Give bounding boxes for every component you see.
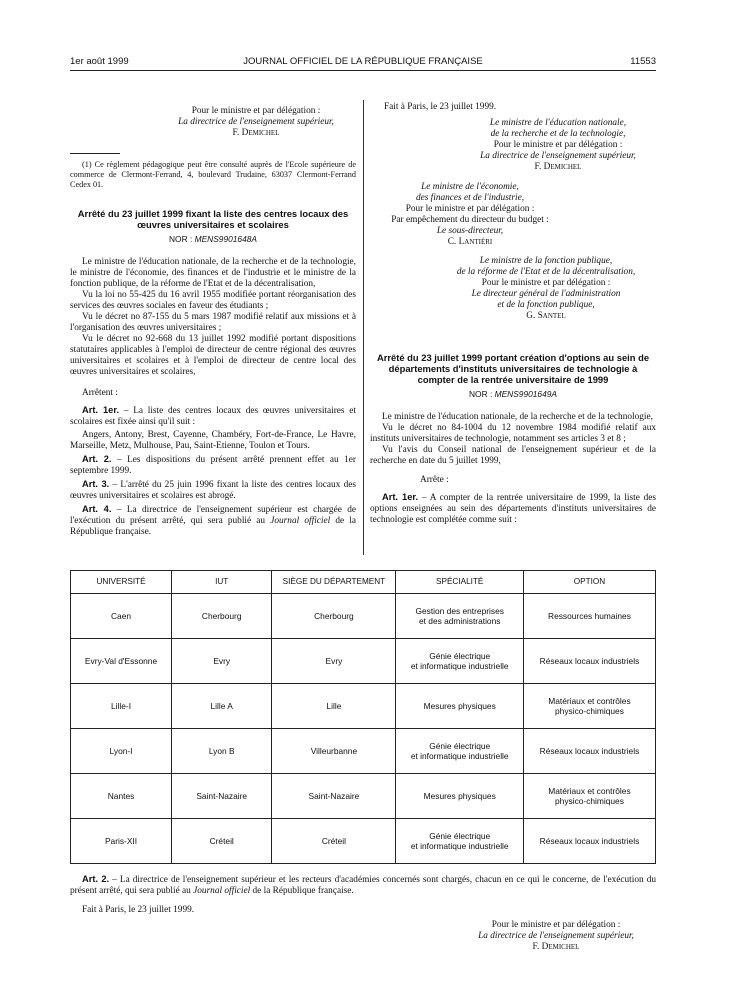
nor-code: MENS9901649A (494, 389, 557, 399)
journal-title: JOURNAL OFFICIEL DE LA RÉPUBLIQUE FRANÇAISE (243, 56, 483, 67)
article-1 (370, 492, 656, 526)
table-cell: Matériaux et contrôles physico-chimiques (523, 684, 655, 729)
table-cell: Evry (172, 639, 272, 684)
visa-paragraph: Vu la loi no 55-425 du 16 avril 1955 modifiée portant réorganisation des services des œuvres sociales en faveur des étudiants ; (70, 290, 356, 311)
table-cell: Caen (71, 594, 172, 639)
signature-line: La directrice de l'enseignement supérieur, (478, 931, 634, 941)
table-cell: Mesures physiques (396, 774, 523, 819)
article-text: – La directrice de l'enseignement supérieur est chargée de l'exécution du présent arrêté, qui sera publié au (70, 505, 356, 526)
table-cell: Ressources humaines (523, 594, 655, 639)
article-2-bottom (70, 874, 656, 897)
visa-paragraph: Vu l'avis du Conseil national de l'enseignement supérieur et de la recherche en date du 5 juillet 1999, (370, 445, 656, 466)
signature-line: Pour le ministre et par délégation : (493, 140, 623, 150)
arrete-block-right (370, 352, 656, 526)
article-text: de la République française. (70, 516, 356, 537)
article-label: Art. 4. (82, 504, 112, 514)
signature-line: de la recherche et de la technologie, (490, 129, 626, 139)
table-cell: Saint-Nazaire (272, 774, 396, 819)
signature-line: Par empêchement du directeur du budget : (391, 215, 549, 225)
bottom-article-block (70, 874, 656, 916)
table-cell: Lille-I (71, 684, 172, 729)
table-cell: Saint-Nazaire (172, 774, 272, 819)
arrete-title: Arrêté du 23 juillet 1999 fixant la liste des centres locaux des œuvres universitaires et scolaires (77, 208, 349, 230)
arrete-line: Arrête : (420, 475, 449, 485)
footnote-rule (70, 153, 120, 154)
signature-line: Le ministre de l'éducation nationale, (489, 118, 627, 128)
visa-paragraph: Vu le décret no 87-155 du 5 mars 1987 modifié relatif aux missions et à l'organisation des œuvres universitaires ; (70, 312, 356, 333)
journal-officiel-ref: Journal officiel (193, 886, 251, 896)
table-cell: Lyon-I (71, 729, 172, 774)
centres-list: Angers, Antony, Brest, Cayenne, Chambéry, Fort-de-France, Le Havre, Marseille, Metz, Mulhouse, Pau, Saint-Etienne, Toulon et Tours. (70, 430, 356, 451)
signature-line: de la réforme de l'Etat et de la décentralisation, (456, 267, 636, 277)
arretent-line: Arrêtent : (82, 388, 118, 398)
fait-line-bottom: Fait à Paris, le 23 juillet 1999. (82, 905, 195, 915)
signature-line: et de la fonction publique, (497, 300, 595, 310)
options-table (70, 570, 656, 864)
article-4 (70, 504, 356, 538)
table-row (71, 729, 656, 774)
table-cell: Réseaux locaux industriels (523, 639, 655, 684)
signature-block-education (460, 118, 656, 173)
signature-line: Le ministre de l'économie, (421, 182, 519, 192)
table-row (71, 819, 656, 864)
signatory-name: C. Lantiéri (447, 237, 493, 247)
signatory-name: G. Santel (526, 311, 566, 321)
nor-code: MENS9901648A (194, 234, 257, 244)
page-header (70, 56, 656, 70)
signature-block-fonction-publique (436, 256, 656, 322)
article-text: – Les dispositions du présent arrêté prennent effet au 1er septembre 1999. (70, 455, 356, 476)
signature-line: Pour le ministre et par délégation : (191, 106, 321, 116)
signatory-name: F. Demichel (534, 162, 582, 172)
table-cell: Matériaux et contrôles physico-chimiques (523, 774, 655, 819)
column-header: SIÈGE DU DÉPARTEMENT (272, 571, 396, 594)
table-cell: Créteil (272, 819, 396, 864)
table-row (71, 774, 656, 819)
table-cell: Evry (272, 639, 396, 684)
signature-block-economie (370, 182, 570, 248)
article-text: – La liste des centres locaux des œuvres universitaires et scolaires est fixée ainsi qu'il suit : (70, 406, 356, 427)
fait-line-right: Fait à Paris, le 23 juillet 1999. (384, 102, 497, 112)
table-row (71, 594, 656, 639)
table-cell: Lyon B (172, 729, 272, 774)
column-header: IUT (172, 571, 272, 594)
article-label: Art. 1er. (82, 405, 120, 415)
preamble-paragraph: Le ministre de l'éducation nationale, de la recherche et de la technologie, le ministre de l'économie, des finances et de l'industrie et le ministre de la fonction publique, de la réforme de l'Etat et de la décentralisation, (70, 257, 356, 289)
signature-line: Pour le ministre et par délégation : (491, 920, 621, 930)
signature-line: des finances et de l'industrie, (415, 193, 525, 203)
header-rule (70, 70, 656, 71)
journal-officiel-ref: Journal officiel (270, 516, 331, 526)
column-header: UNIVERSITÉ (71, 571, 172, 594)
table-header-row (71, 571, 656, 594)
article-text: – A compter de la rentrée universitaire de 1999, la liste des options enseignées au sein des départements d'instituts universitaires de technologie est complétée comme suit : (370, 493, 656, 525)
nor-reference (370, 389, 656, 400)
table-cell: Lille (272, 684, 396, 729)
footnote: (1) Ce règlement pédagogique peut être consulté auprès de l'Ecole supérieure de commerce de Clermont-Ferrand, 4, boulevard Trudaine, 63037 Clermont-Ferrand Cedex 01. (70, 160, 356, 189)
table-cell: Réseaux locaux industriels (523, 819, 655, 864)
signatory-name: F. Demichel (532, 942, 580, 952)
column-header: OPTION (523, 571, 655, 594)
table-cell: Nantes (71, 774, 172, 819)
signature-block-top-left (120, 106, 356, 139)
nor-reference (70, 234, 356, 245)
footnote-block (70, 153, 356, 190)
table-row (71, 639, 656, 684)
table-cell: Cherbourg (172, 594, 272, 639)
visa-paragraph: Vu le décret no 84-1004 du 12 novembre 1984 modifié relatif aux instituts universitaires de technologie, notamment ses articles 3 et 8 ; (370, 423, 656, 444)
article-2 (70, 454, 356, 477)
signature-line: Le directeur général de l'administration (471, 289, 621, 299)
signature-line: Le ministre de la fonction publique, (479, 256, 613, 266)
article-label: Art. 2. (82, 454, 112, 464)
article-label: Art. 3. (82, 479, 110, 489)
article-text: de la République française. (250, 886, 354, 896)
arrete-block-left (70, 208, 356, 538)
nor-label: NOR : (169, 234, 193, 244)
arrete-title: Arrêté du 23 juillet 1999 portant création d'options au sein de départements d'instituts universitaires de technologie à compter de la rentrée universitaire de 1999 (376, 352, 650, 385)
signature-line: Pour le ministre et par délégation : (481, 278, 611, 288)
table-cell: Réseaux locaux industriels (523, 729, 655, 774)
table-cell: Gestion des entreprises et des administrations (396, 594, 523, 639)
signature-line: Le sous-directeur, (436, 226, 504, 236)
table-cell: Génie électrique et informatique industrielle (396, 819, 523, 864)
table-cell: Paris-XII (71, 819, 172, 864)
signatory-name: F. Demichel (232, 128, 280, 138)
article-3 (70, 479, 356, 502)
table-row (71, 684, 656, 729)
article-label: Art. 2. (82, 874, 110, 884)
article-1 (70, 405, 356, 428)
table-cell: Lille A (172, 684, 272, 729)
column-divider (363, 100, 364, 555)
article-text: – L'arrêté du 25 juin 1996 fixant la liste des centres locaux des œuvres universitaires et scolaires est abrogé. (70, 480, 356, 501)
table-cell: Génie électrique et informatique industrielle (396, 639, 523, 684)
article-text: – La directrice de l'enseignement supérieur et les recteurs d'académies concernés sont chargés, chacun en ce qui le concerne, de l'exécution du présent arrêté, qui sera publié au (70, 875, 656, 896)
issue-date: 1er août 1999 (70, 56, 129, 67)
page-number: 11553 (630, 56, 656, 67)
table-cell: Cherbourg (272, 594, 396, 639)
signature-line: La directrice de l'enseignement supérieur, (178, 117, 334, 127)
signature-line: La directrice de l'enseignement supérieur, (480, 151, 636, 161)
article-label: Art. 1er. (382, 492, 419, 502)
nor-label: NOR : (469, 389, 493, 399)
preamble-paragraph: Le ministre de l'éducation nationale, de la recherche et de la technologie, (382, 412, 653, 422)
table-cell: Villeurbanne (272, 729, 396, 774)
table-cell: Créteil (172, 819, 272, 864)
table-cell: Mesures physiques (396, 684, 523, 729)
signature-line: Pour le ministre et par délégation : (405, 204, 535, 214)
table-cell: Evry-Val d'Essonne (71, 639, 172, 684)
signature-block-bottom (456, 920, 656, 953)
table-cell: Génie électrique et informatique industrielle (396, 729, 523, 774)
visa-paragraph: Vu le décret no 92-668 du 13 juillet 1992 modifié portant dispositions statutaires applicables à l'emploi de directeur de centre régional des œuvres universitaires et scolaires et à l'emploi de directeur de centre local des œuvres universitaires et scolaires, (70, 334, 356, 377)
column-header: SPÉCIALITÉ (396, 571, 523, 594)
